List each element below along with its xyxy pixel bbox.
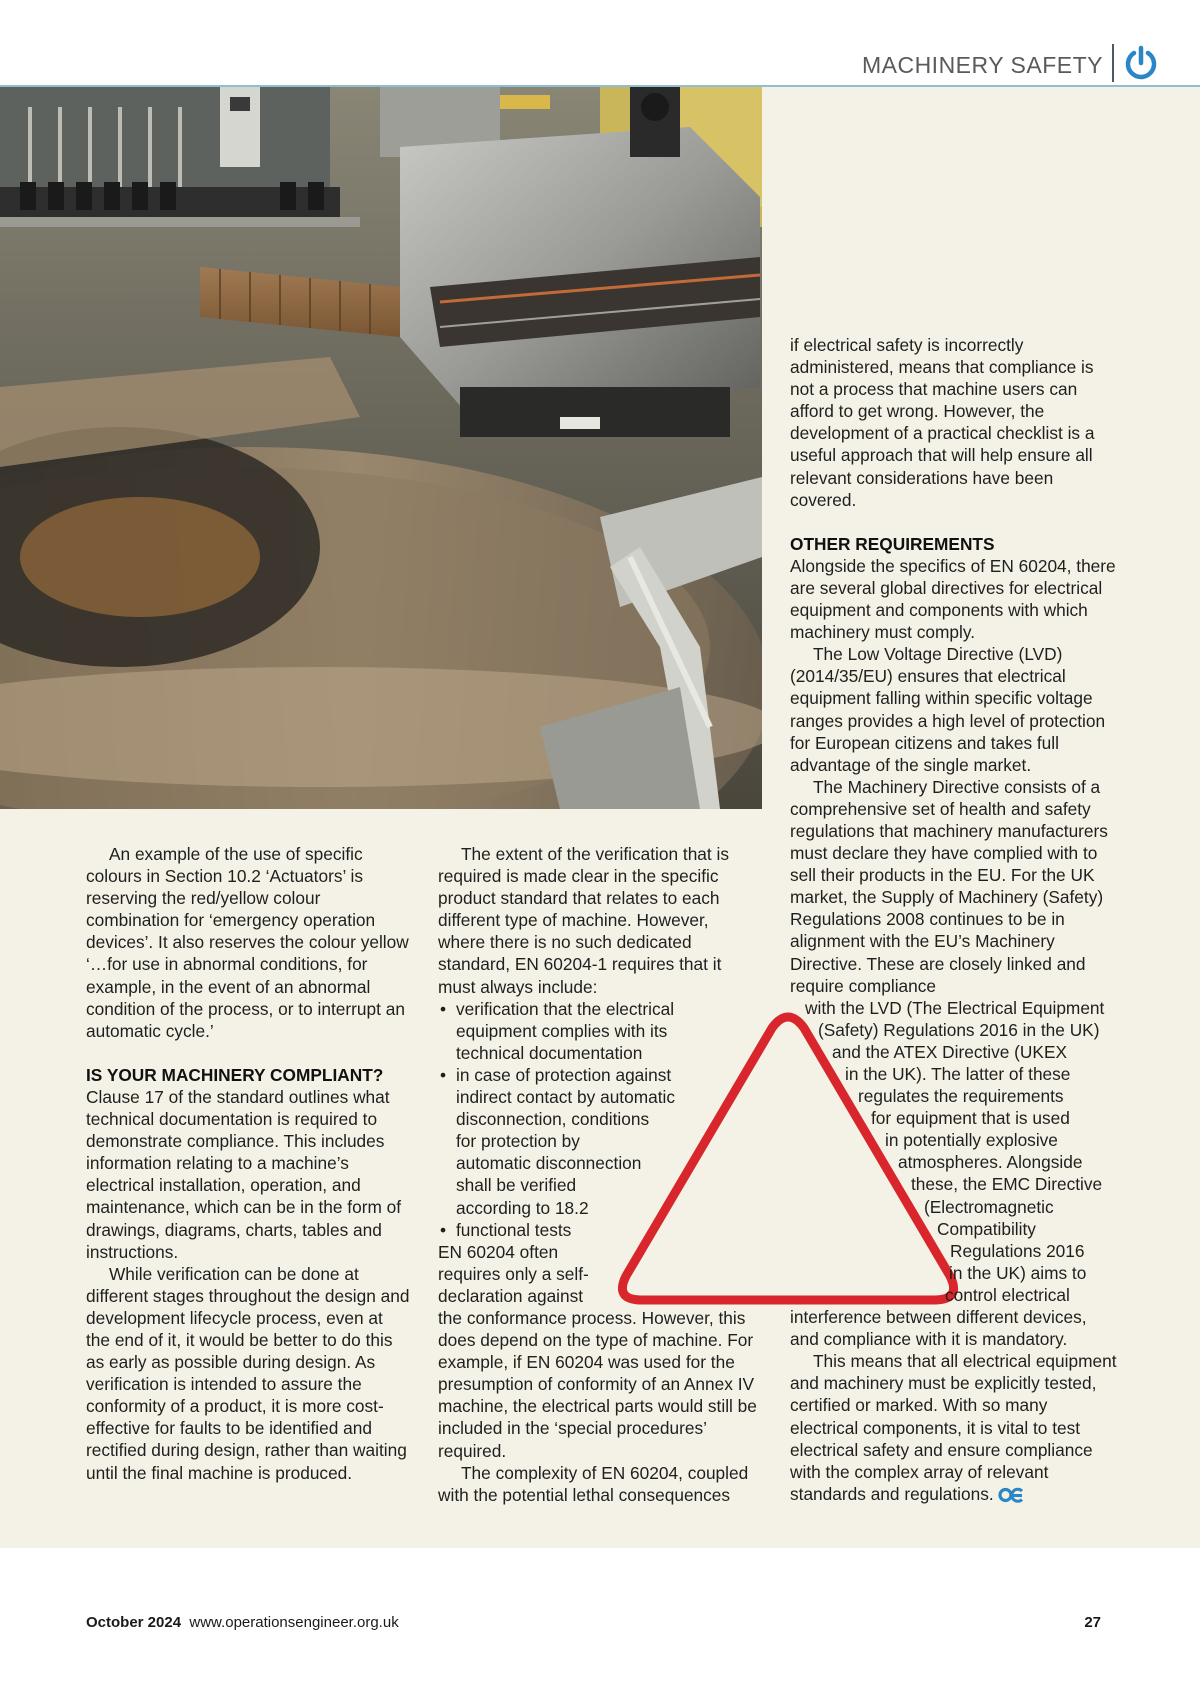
column2-paragraph-2: the conformance process. However, this does depend on the type of machine. For example, if EN 60204 was used for the presumption of conformity of an Annex IV machine, the electrical parts would still be included in the ‘special procedures’ required. — [438, 1307, 757, 1461]
column-1 — [86, 843, 411, 1484]
column2-paragraph-3: The complexity of EN 60204, coupled with the potential lethal consequences — [438, 1462, 749, 1505]
header-divider — [1112, 44, 1114, 82]
column-2 — [438, 843, 758, 1506]
verification-list — [438, 998, 758, 1241]
column2-wrap-text: EN 60204 often requires only a self- declaration against — [438, 1241, 589, 1306]
page-number: 27 — [1084, 1614, 1101, 1631]
column1-paragraph-3: While verification can be done at different stages throughout the design and development lifecycle process, even at the end of it, it would be better to do this as early as possible during design. As verification is intended to assure the conformity of a product, it is more cost-effective for faults to be identified and rectified during design, rather than waiting until the final machine is produced. — [86, 1263, 410, 1483]
issue-date: October 2024 — [86, 1614, 182, 1631]
column1-paragraph-2: Clause 17 of the standard outlines what technical documentation is required to demonstrate compliance. This includes information relating to a machine’s electrical installation, operation, and maintenance, which can be in the form of drawings, diagrams, charts, tables and instructions. — [86, 1086, 402, 1262]
section-label: MACHINERY SAFETY — [861, 52, 1103, 78]
list-item: • verification that the electrical equipment complies with its technical documentation — [438, 998, 758, 1064]
column3-wrap-text: with the LVD (The Electrical Equipment (Safety) Regulations 2016 in the UK) and the ATEX Directive (UKEX in the UK). The latter of these regulates the requirements for equipment that is used in potentially explosive atmospheres. Alongside these, the EMC Directive (Electromagnetic Compatibility Regulations 2016 in the UK) aims to control electrical — [805, 997, 1105, 1305]
column3-paragraph-2: Alongside the specifics of EN 60204, there are several global directives for electrical equipment and components with which machinery must comply. — [790, 555, 1116, 643]
list-item: • in case of protection against indirect contact by automatic disconnection, conditions for protection by automatic disconnection shall be verified according to 18.2 — [438, 1064, 758, 1219]
power-icon — [1122, 44, 1160, 82]
column3-paragraph-4: The Machinery Directive consists of a comprehensive set of health and safety regulations that machinery manufacturers must declare they have complied with to sell their products in the EU. For the UK market, the Supply of Machinery (Safety) Regulations 2008 continues to be in alignment with the EU’s Machinery Directive. These are closely linked and require compliance — [790, 776, 1108, 996]
column-3 — [790, 334, 1120, 1505]
website-link[interactable]: www.operationsengineer.org.uk — [189, 1614, 399, 1631]
column2-paragraph-1: The extent of the verification that is required is made clear in the specific product standard that relates to each different type of machine. However, where there is no such dedicated standard, EN 60204-1 requires that it must always include: — [438, 844, 730, 997]
page-header — [0, 0, 1200, 87]
footer — [86, 1614, 399, 1631]
oe-logo — [998, 1487, 1024, 1503]
machinery-photo — [0, 87, 762, 809]
list-item: • functional tests — [438, 1219, 758, 1241]
column3-paragraph-5: This means that all electrical equipment and machinery must be explicitly tested, certified or marked. With so many electrical components, it is vital to test electrical safety and ensure compliance with the complex array of relevant standards and regulations. — [790, 1351, 1117, 1504]
column3-paragraph-1: if electrical safety is incorrectly administered, means that compliance is not a process that machine users can afford to get wrong. However, the development of a practical checklist is a useful approach that will help ensure all relevant considerations have been covered. — [790, 335, 1095, 510]
heading-other-requirements: OTHER REQUIREMENTS — [790, 533, 995, 554]
column3-paragraph-4-rest: interference between different devices, and compliance with it is mandatory. — [790, 1307, 1087, 1350]
column1-paragraph-1: An example of the use of specific colours in Section 10.2 ‘Actuators’ is reserving the red/yellow colour combination for ‘emergency operation devices’. It also reserves the colour yellow ‘…for use in abnormal conditions, for example, in the event of an abnormal condition of the process, or to interrupt an automatic cycle.’ — [86, 844, 409, 1041]
heading-compliance: IS YOUR MACHINERY COMPLIANT? — [86, 1064, 384, 1085]
column3-paragraph-3: The Low Voltage Directive (LVD) (2014/35/EU) ensures that electrical equipment falling within specific voltage ranges provides a high level of protection for European citizens and takes full advantage of the single market. — [790, 644, 1106, 775]
